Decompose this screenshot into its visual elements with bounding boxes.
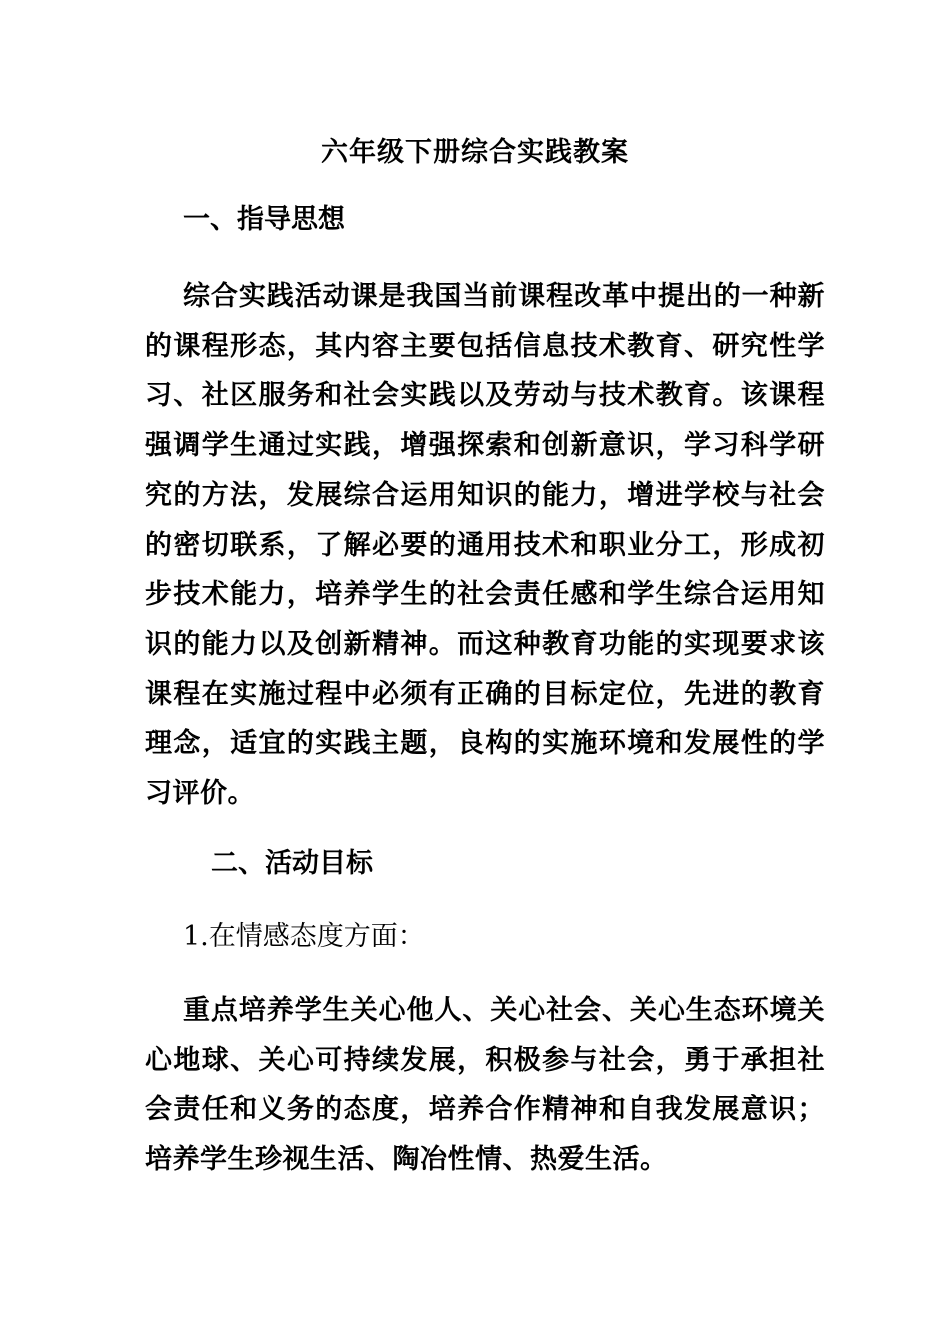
section-heading-guiding-thought: 一、指导思想 [183, 204, 345, 235]
paragraph-emotional-attitude: 重点培养学生关心他人、关心社会、关心生态环境关心地球、关心可持续发展，积极参与社会，勇于承担社会责任和义务的态度，培养合作精神和自我发展意识；培养学生珍视生活、陶冶性情、热爱生活。 [145, 995, 825, 1176]
document-title: 六年级下册综合实践教案 [321, 137, 629, 168]
paragraph-guiding-thought: 综合实践活动课是我国当前课程改革中提出的一种新的课程形态，其内容主要包括信息技术教育、研究性学习、社区服务和社会实践以及劳动与技术教育。该课程强调学生通过实践，增强探索和创新意识，学习科学研究的方法，发展综合运用知识的能力，增进学校与社会的密切联系，了解必要的通用技术和职业分工，形成初步技术能力，培养学生的社会责任感和学生综合运用知识的能力以及创新精神。而这种教育功能的实现要求该课程在实施过程中必须有正确的目标定位，先进的教育理念，适宜的实践主题，良构的实施环境和发展性的学习评价。 [145, 281, 825, 810]
section-heading-activity-goals: 二、活动目标 [211, 848, 373, 879]
subheading-emotional-attitude: 1.在情感态度方面： [183, 921, 425, 952]
